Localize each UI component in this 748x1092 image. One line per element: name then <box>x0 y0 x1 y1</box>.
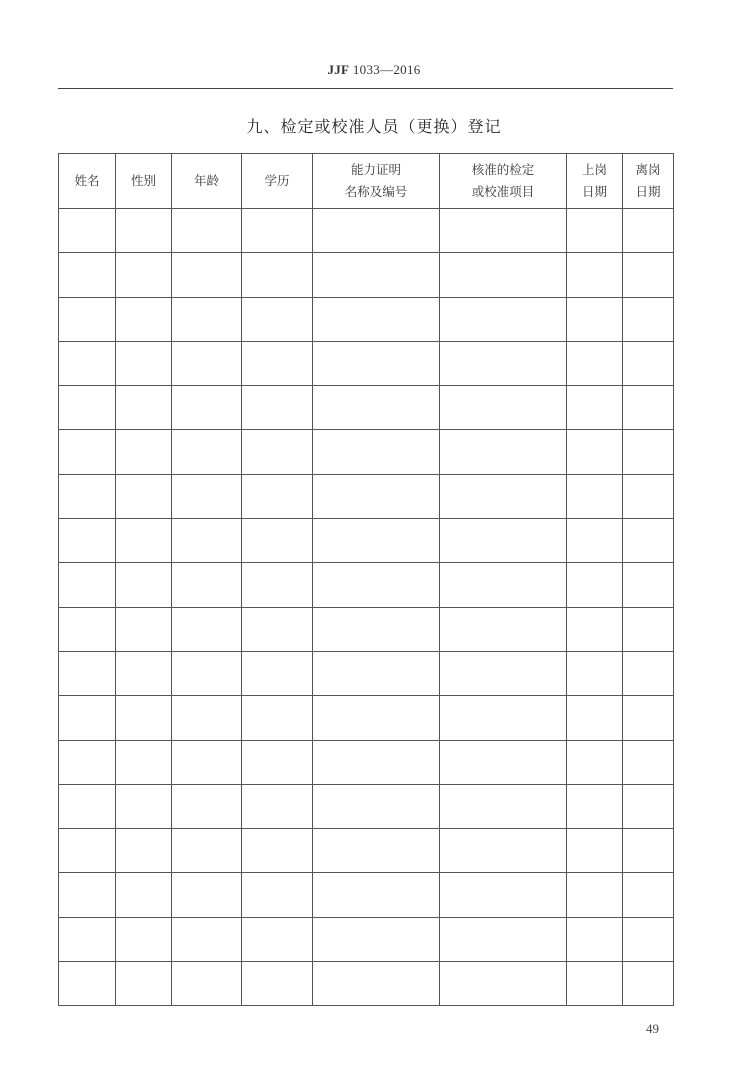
table-row <box>59 341 674 385</box>
table-cell <box>242 209 313 253</box>
col-header-name: 姓名 <box>59 154 116 209</box>
table-cell <box>116 740 172 784</box>
table-cell <box>172 253 242 297</box>
table-row <box>59 519 674 563</box>
table-cell <box>242 696 313 740</box>
table-cell <box>59 873 116 917</box>
table-row <box>59 651 674 695</box>
table-cell <box>59 962 116 1006</box>
header-rule <box>58 88 673 89</box>
table-cell <box>172 386 242 430</box>
table-cell <box>567 209 623 253</box>
table-cell <box>172 740 242 784</box>
table-cell <box>59 253 116 297</box>
table-cell <box>172 962 242 1006</box>
table-cell <box>313 784 440 828</box>
table-row <box>59 917 674 961</box>
table-cell <box>623 917 674 961</box>
table-cell <box>567 341 623 385</box>
table-cell <box>623 430 674 474</box>
table-cell <box>242 829 313 873</box>
table-cell <box>59 740 116 784</box>
table-cell <box>567 829 623 873</box>
table-cell <box>440 341 567 385</box>
table-cell <box>567 253 623 297</box>
standard-code: JJF <box>327 62 350 77</box>
table-cell <box>313 253 440 297</box>
col-header-approved-items: 核准的检定 或校准项目 <box>440 154 567 209</box>
table-cell <box>313 341 440 385</box>
table-row <box>59 740 674 784</box>
table-cell <box>567 962 623 1006</box>
table-cell <box>116 873 172 917</box>
table-cell <box>172 297 242 341</box>
table-cell <box>242 430 313 474</box>
table-body <box>59 209 674 1006</box>
table-cell <box>313 696 440 740</box>
table-cell <box>116 784 172 828</box>
table-cell <box>623 784 674 828</box>
table-cell <box>440 297 567 341</box>
standard-number: 1033—2016 <box>352 62 421 77</box>
table-row <box>59 784 674 828</box>
table-cell <box>242 563 313 607</box>
table-cell <box>172 873 242 917</box>
table-cell <box>313 962 440 1006</box>
table-cell <box>313 430 440 474</box>
table-cell <box>242 917 313 961</box>
table-cell <box>313 607 440 651</box>
table-cell <box>313 474 440 518</box>
table-cell <box>59 519 116 563</box>
table-row <box>59 430 674 474</box>
page-header <box>0 62 748 78</box>
table-cell <box>623 474 674 518</box>
table-cell <box>242 519 313 563</box>
table-cell <box>116 253 172 297</box>
table-cell <box>440 474 567 518</box>
table-cell <box>59 386 116 430</box>
table-cell <box>59 209 116 253</box>
table-cell <box>116 519 172 563</box>
table-row <box>59 209 674 253</box>
table-cell <box>440 784 567 828</box>
table-cell <box>623 740 674 784</box>
table-cell <box>242 253 313 297</box>
table-cell <box>623 829 674 873</box>
table-cell <box>172 784 242 828</box>
table-cell <box>116 474 172 518</box>
table-row <box>59 297 674 341</box>
table-cell <box>440 563 567 607</box>
table-cell <box>440 829 567 873</box>
table-cell <box>567 607 623 651</box>
col-header-gender: 性别 <box>116 154 172 209</box>
table-cell <box>242 651 313 695</box>
table-cell <box>172 474 242 518</box>
table-cell <box>59 829 116 873</box>
table-cell <box>59 784 116 828</box>
table-cell <box>242 962 313 1006</box>
table-cell <box>623 519 674 563</box>
table-cell <box>313 563 440 607</box>
table-cell <box>567 386 623 430</box>
col-header-start-date: 上岗 日期 <box>567 154 623 209</box>
table-row <box>59 474 674 518</box>
table-cell <box>242 873 313 917</box>
table-cell <box>116 341 172 385</box>
table-cell <box>313 209 440 253</box>
table-cell <box>116 209 172 253</box>
table-cell <box>116 829 172 873</box>
table-header-row <box>59 154 674 209</box>
table-cell <box>623 651 674 695</box>
table-cell <box>567 563 623 607</box>
table-cell <box>567 651 623 695</box>
table-cell <box>440 651 567 695</box>
table-cell <box>59 341 116 385</box>
table-row <box>59 386 674 430</box>
table-cell <box>172 209 242 253</box>
table-cell <box>59 917 116 961</box>
table-cell <box>59 563 116 607</box>
table-cell <box>567 430 623 474</box>
table-cell <box>440 962 567 1006</box>
table-cell <box>440 696 567 740</box>
table-cell <box>116 386 172 430</box>
personnel-register-table <box>58 153 674 1006</box>
table-cell <box>567 474 623 518</box>
table-cell <box>172 519 242 563</box>
table-cell <box>59 607 116 651</box>
table-cell <box>59 430 116 474</box>
table-cell <box>623 386 674 430</box>
table-cell <box>172 341 242 385</box>
table-cell <box>116 696 172 740</box>
table-cell <box>116 962 172 1006</box>
table-cell <box>313 519 440 563</box>
table-cell <box>440 430 567 474</box>
table-cell <box>567 917 623 961</box>
table-cell <box>440 917 567 961</box>
table-cell <box>623 253 674 297</box>
table-cell <box>59 297 116 341</box>
table-cell <box>313 829 440 873</box>
table-cell <box>440 209 567 253</box>
table-cell <box>242 607 313 651</box>
table-cell <box>623 209 674 253</box>
table-cell <box>440 386 567 430</box>
table-cell <box>116 607 172 651</box>
table-cell <box>242 740 313 784</box>
table-cell <box>116 651 172 695</box>
table-cell <box>242 341 313 385</box>
table-cell <box>242 297 313 341</box>
table-cell <box>440 740 567 784</box>
table-cell <box>313 651 440 695</box>
table-cell <box>172 430 242 474</box>
table-cell <box>116 563 172 607</box>
table-row <box>59 696 674 740</box>
table-row <box>59 829 674 873</box>
table-cell <box>440 253 567 297</box>
table-cell <box>623 696 674 740</box>
table-row <box>59 253 674 297</box>
table-cell <box>567 297 623 341</box>
table-cell <box>116 917 172 961</box>
table-row <box>59 607 674 651</box>
table-cell <box>623 962 674 1006</box>
table-cell <box>313 740 440 784</box>
table-cell <box>59 651 116 695</box>
table-cell <box>313 297 440 341</box>
table-cell <box>313 917 440 961</box>
table-cell <box>59 474 116 518</box>
page-number: 49 <box>646 1021 659 1036</box>
table-cell <box>567 740 623 784</box>
col-header-education: 学历 <box>242 154 313 209</box>
table-cell <box>567 696 623 740</box>
table-cell <box>440 519 567 563</box>
table-cell <box>623 341 674 385</box>
section-title: 九、检定或校准人员（更换）登记 <box>246 117 502 136</box>
table-row <box>59 962 674 1006</box>
table-row <box>59 873 674 917</box>
table-cell <box>172 651 242 695</box>
table-cell <box>172 917 242 961</box>
table-row <box>59 563 674 607</box>
table-cell <box>242 386 313 430</box>
table-cell <box>59 696 116 740</box>
table-cell <box>623 563 674 607</box>
col-header-age: 年龄 <box>172 154 242 209</box>
table-cell <box>567 519 623 563</box>
table-cell <box>567 873 623 917</box>
table-cell <box>440 873 567 917</box>
table-cell <box>116 430 172 474</box>
table-cell <box>172 696 242 740</box>
table-cell <box>440 607 567 651</box>
col-header-certificate: 能力证明 名称及编号 <box>313 154 440 209</box>
table-cell <box>172 563 242 607</box>
table-cell <box>172 607 242 651</box>
table-cell <box>242 784 313 828</box>
table-cell <box>313 386 440 430</box>
table-cell <box>242 474 313 518</box>
table-cell <box>116 297 172 341</box>
table-cell <box>567 784 623 828</box>
col-header-leave-date: 离岗 日期 <box>623 154 674 209</box>
table-cell <box>623 297 674 341</box>
table-cell <box>313 873 440 917</box>
table-cell <box>172 829 242 873</box>
table-cell <box>623 607 674 651</box>
table-cell <box>623 873 674 917</box>
